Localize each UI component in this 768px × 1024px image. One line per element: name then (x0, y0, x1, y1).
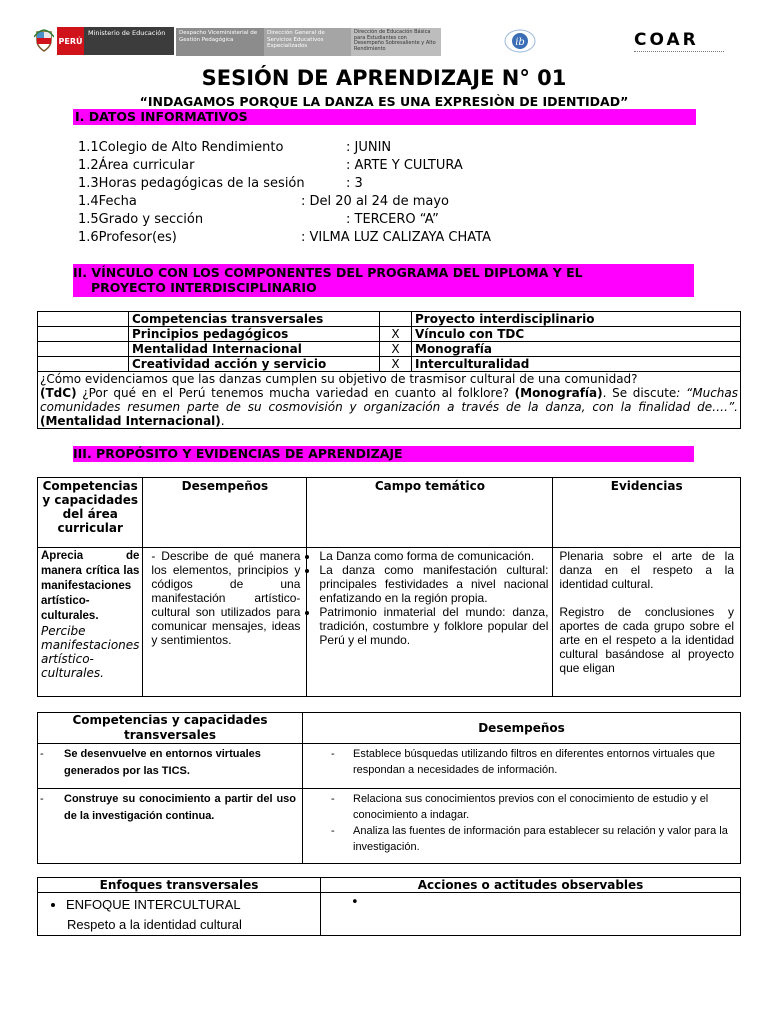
table-header: Evidencias (553, 478, 741, 548)
despacho-label: Despacho Viceministerial de Gestión Pedagógica (176, 28, 264, 56)
evidencias-cell (553, 548, 741, 697)
info-label: 1.3Horas pedagógicas de la sesión (78, 176, 305, 191)
table-row (38, 312, 741, 327)
table-header: Desempeños (303, 713, 741, 744)
ib-logo-icon (503, 28, 537, 54)
table-cell: Monografía (412, 342, 741, 357)
info-row (78, 176, 698, 194)
table-cell: Principios pedagógicos (129, 327, 380, 342)
evidencia-text: Registro de conclusiones y aportes de cada grupo sobre el arte en el respeto a la identidad cultural basándose al proyecto que eligan (559, 605, 734, 675)
list-item: • La danza como manifestación cultural: principales festividades a nivel nacional enfatizando en la región propia. (319, 563, 548, 605)
guiding-question: ¿Cómo evidenciamos que las danzas cumplen su objetivo de trasmisor cultural de una comunidad? (TdC) ¿Por qué en el Perú tenemos mucha variedad en cuanto al folklore? (Monografía). Se discute: “Muchas comunidades resumen parte de su cosmovisión y organización a través de la danza, con la finalidad de….”. (Mentalidad Internacional). (38, 372, 741, 429)
info-value: : VILMA LUZ CALIZAYA CHATA (301, 230, 491, 245)
info-row (78, 158, 698, 176)
ministerio-logo (31, 27, 174, 55)
table-row (38, 327, 741, 342)
table-cell: Mentalidad Internacional (129, 342, 380, 357)
section-3-heading: III. PROPÓSITO Y EVIDENCIAS DE APRENDIZAJE (73, 446, 694, 462)
table-header: Campo temático (307, 478, 553, 548)
table-header-row (38, 478, 741, 548)
info-row (78, 140, 698, 158)
desempeno-cell: - Relaciona sus conocimientos previos con el conocimiento de estudio y el conocimiento a indagar. - Analiza las fuentes de información para establecer su relación y valor para la investigación. (303, 789, 741, 864)
info-label: 1.6Profesor(es) (78, 230, 177, 245)
table-row (38, 789, 741, 864)
check-mark: X (380, 342, 412, 357)
table-cell: Creatividad acción y servicio (129, 357, 380, 372)
acciones-cell (321, 893, 741, 936)
info-value: : TERCERO “A” (346, 212, 439, 227)
desempeno-text: Relaciona sus conocimientos previos con el conocimiento de estudio y el conocimiento a indagar. (353, 793, 709, 821)
capacidad-text: Percibe manifestaciones artístico-culturales. (41, 624, 140, 680)
info-value: : Del 20 al 24 de mayo (301, 194, 449, 209)
table-row (38, 893, 741, 936)
info-value: : JUNIN (346, 140, 392, 155)
competencia-cell (38, 548, 143, 697)
campo-tematico-cell (307, 548, 553, 697)
competencia-text: Aprecia de manera crítica las manifestaciones artístico-culturales. (41, 550, 140, 622)
info-label: 1.5Grado y sección (78, 212, 204, 227)
table-header-row (38, 878, 741, 893)
valor-text: Respeto a la identidad cultural (67, 917, 242, 932)
program-link-table (37, 311, 741, 429)
section-2-heading-line2: PROYECTO INTERDISCIPLINARIO (91, 280, 317, 295)
table-cell: Proyecto interdisciplinario (412, 312, 741, 327)
section-2-heading (73, 264, 694, 297)
list-item: • ENFOQUE INTERCULTURAL (66, 895, 314, 915)
table-header: Competencias y capacidades del área curricular (38, 478, 143, 548)
check-mark (380, 312, 412, 327)
coar-logo: COAR (634, 30, 699, 50)
info-value: : 3 (346, 176, 363, 191)
page-title: SESIÓN DE APRENDIZAJE N° 01 (201, 66, 567, 90)
table-cell: Vínculo con TDC (412, 327, 741, 342)
ib-logo-text: ib (515, 37, 525, 48)
table-header-row (38, 713, 741, 744)
desempeno-cell: - Establece búsquedas utilizando filtros en diferentes entornos virtuales que respondan a necesidades de información. (303, 744, 741, 789)
section-1-heading: I. DATOS INFORMATIVOS (73, 109, 696, 125)
list-item: • La Danza como forma de comunicación. (319, 549, 548, 563)
info-label: 1.4Fecha (78, 194, 137, 209)
list-item: • Patrimonio inmaterial del mundo: danza, tradición, costumbre y folklore popular del Perú y el mundo. (319, 605, 548, 647)
table-row (38, 342, 741, 357)
competencia-text: Se desenvuelve en entornos virtuales generados por las TICS. (64, 748, 261, 777)
ministerio-label: Ministerio de Educación (84, 27, 174, 55)
page-subtitle: “INDAGAMOS PORQUE LA DANZA ES UNA EXPRESIÒN DE IDENTIDAD” (139, 94, 629, 109)
desempeno-text: Establece búsquedas utilizando filtros en diferentes entornos virtuales que respondan a necesidades de información. (353, 748, 716, 776)
section-2-heading-line1: II. VÍNCULO CON LOS COMPONENTES DEL PROGRAMA DEL DIPLOMA Y EL (73, 265, 583, 280)
table-row (38, 372, 741, 429)
evidencia-text: Plenaria sobre el arte de la danza en el respeto a la identidad cultural. (559, 549, 734, 591)
approaches-table (37, 877, 741, 936)
coar-underline (634, 51, 724, 54)
bullet-icon: • (351, 895, 359, 910)
info-label: 1.2Área curricular (78, 158, 195, 173)
check-mark: X (380, 327, 412, 342)
table-row (38, 548, 741, 697)
learning-purpose-table (37, 477, 741, 697)
table-cell: Interculturalidad (412, 357, 741, 372)
table-header: Competencias y capacidades transversales (38, 713, 303, 744)
competencia-cell: - Construye su conocimiento a partir del uso de la investigación continua. (38, 789, 303, 864)
competencia-text: Construye su conocimiento a partir del uso de la investigación continua. (64, 793, 296, 822)
info-row (78, 230, 698, 248)
table-header: Acciones o actitudes observables (321, 878, 741, 893)
desempeno-cell: - Describe de qué manera los elementos, principios y códigos de una manifestación artístico-cultural son utilizados para comunicar mensajes, ideas y sentimientos. (143, 548, 307, 697)
competencia-cell: - Se desenvuelve en entornos virtuales generados por las TICS. (38, 744, 303, 789)
enfoque-cell (38, 893, 321, 936)
table-row (38, 357, 741, 372)
check-mark: X (380, 357, 412, 372)
direccion-educacion-label: Dirección de Educación Básica para Estudiantes con Desempeño Sobresaliente y Alto Rendimiento (351, 28, 441, 56)
desempeno-text: Analiza las fuentes de información para establecer su relación y valor para la investigación. (353, 825, 728, 853)
info-value: : ARTE Y CULTURA (346, 158, 463, 173)
coat-of-arms-icon (31, 27, 57, 55)
table-row (38, 744, 741, 789)
info-row (78, 194, 698, 212)
info-row (78, 212, 698, 230)
table-cell: Competencias transversales (129, 312, 380, 327)
direccion-general-label: Dirección General de Servicios Educativos Especializados (264, 28, 352, 56)
table-header: Enfoques transversales (38, 878, 321, 893)
transversal-competencies-table (37, 712, 741, 864)
info-label: 1.1Colegio de Alto Rendimiento (78, 140, 284, 155)
table-header: Desempeños (143, 478, 307, 548)
peru-label: PERÚ (57, 27, 84, 55)
